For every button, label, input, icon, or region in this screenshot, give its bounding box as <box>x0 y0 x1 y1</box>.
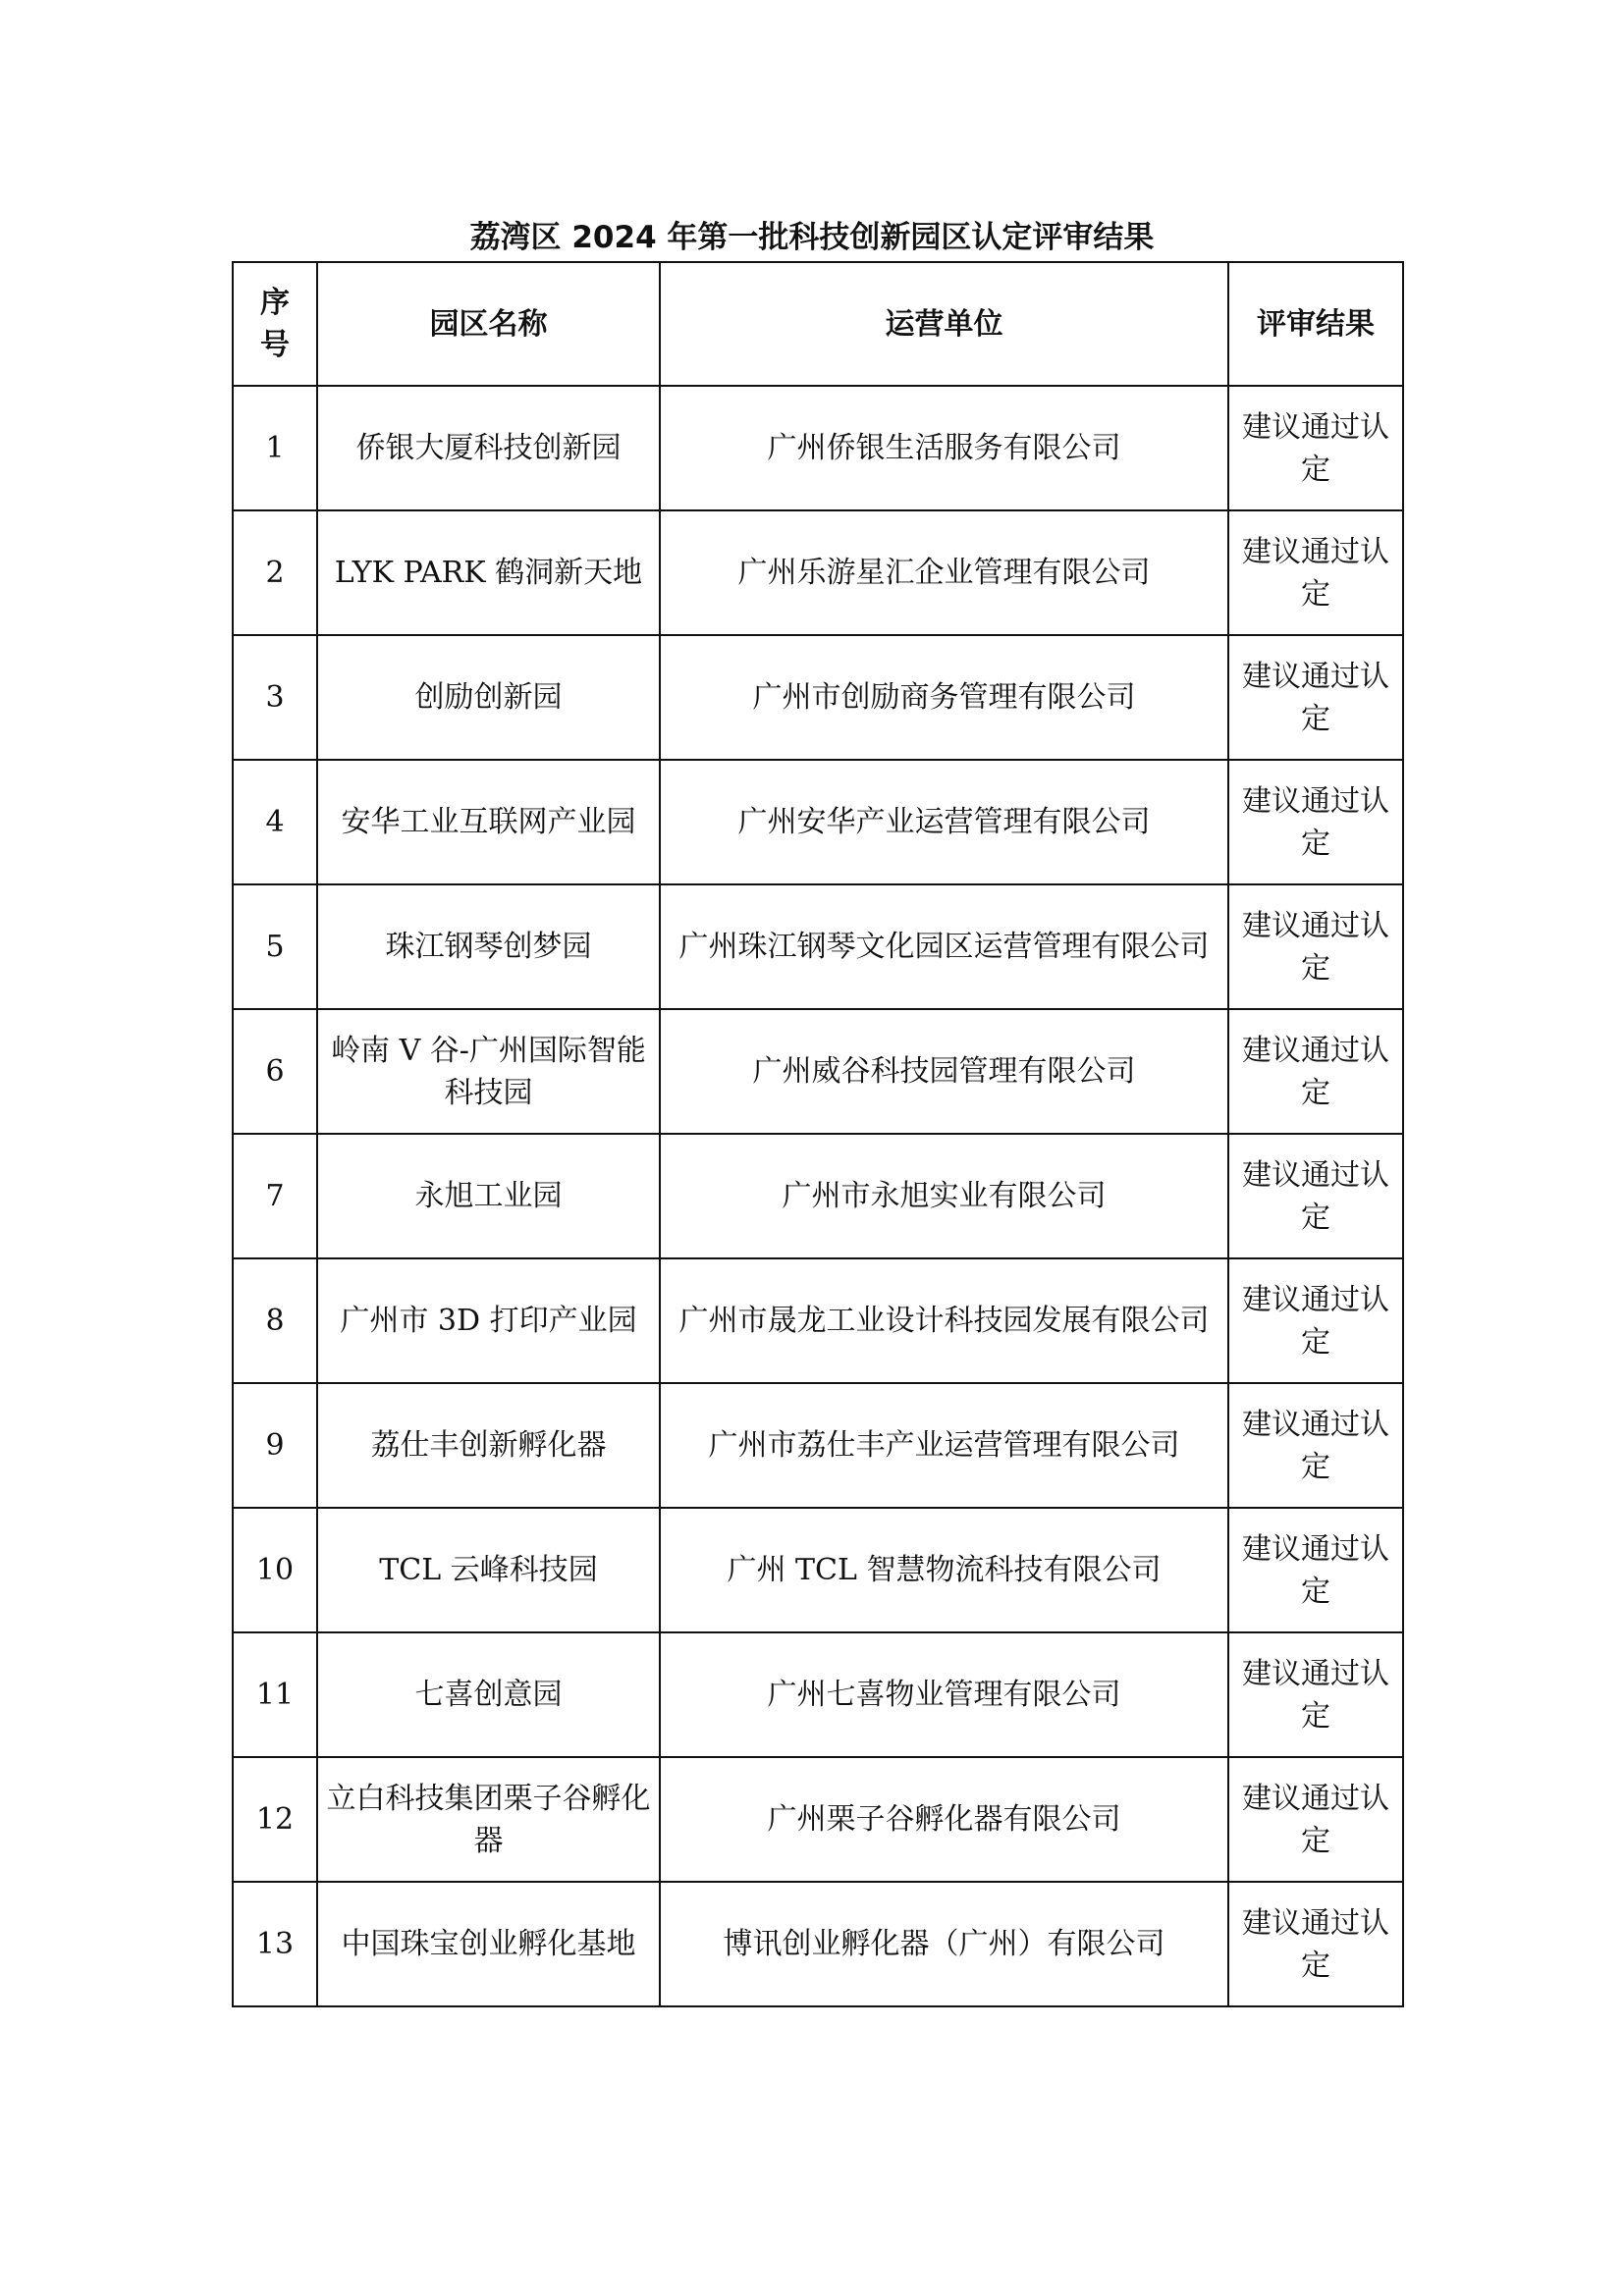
header-operator: 运营单位 <box>660 262 1228 386</box>
cell-operator: 广州侨银生活服务有限公司 <box>660 386 1228 510</box>
table-row <box>233 1383 1403 1508</box>
table-row <box>233 884 1403 1009</box>
cell-seq: 4 <box>233 760 317 884</box>
cell-result: 建议通过认定 <box>1228 1882 1403 2006</box>
table-header-row <box>233 262 1403 386</box>
cell-operator: 广州市晟龙工业设计科技园发展有限公司 <box>660 1258 1228 1383</box>
cell-park-name: 立白科技集团栗子谷孵化器 <box>317 1757 660 1882</box>
cell-result: 建议通过认定 <box>1228 1757 1403 1882</box>
cell-park-name: TCL 云峰科技园 <box>317 1508 660 1632</box>
header-seq <box>233 262 317 386</box>
results-table <box>232 261 1404 2007</box>
table-row <box>233 1632 1403 1757</box>
cell-operator: 广州珠江钢琴文化园区运营管理有限公司 <box>660 884 1228 1009</box>
table-row <box>233 1258 1403 1383</box>
cell-operator: 广州安华产业运营管理有限公司 <box>660 760 1228 884</box>
cell-result: 建议通过认定 <box>1228 1632 1403 1757</box>
cell-park-name: 岭南 V 谷-广州国际智能科技园 <box>317 1009 660 1134</box>
cell-seq: 8 <box>233 1258 317 1383</box>
cell-operator: 广州 TCL 智慧物流科技有限公司 <box>660 1508 1228 1632</box>
cell-seq: 12 <box>233 1757 317 1882</box>
header-seq-line2: 号 <box>260 328 290 362</box>
cell-park-name: 侨银大厦科技创新园 <box>317 386 660 510</box>
cell-result: 建议通过认定 <box>1228 1009 1403 1134</box>
table-row <box>233 1882 1403 2006</box>
cell-operator: 广州市永旭实业有限公司 <box>660 1134 1228 1258</box>
table-row <box>233 1009 1403 1134</box>
cell-park-name: LYK PARK 鹤洞新天地 <box>317 510 660 635</box>
cell-result: 建议通过认定 <box>1228 1134 1403 1258</box>
table-row <box>233 635 1403 760</box>
cell-operator: 广州七喜物业管理有限公司 <box>660 1632 1228 1757</box>
cell-operator: 广州栗子谷孵化器有限公司 <box>660 1757 1228 1882</box>
cell-seq: 9 <box>233 1383 317 1508</box>
header-result: 评审结果 <box>1228 262 1403 386</box>
cell-seq: 2 <box>233 510 317 635</box>
cell-park-name: 永旭工业园 <box>317 1134 660 1258</box>
cell-seq: 3 <box>233 635 317 760</box>
cell-operator: 广州威谷科技园管理有限公司 <box>660 1009 1228 1134</box>
cell-seq: 13 <box>233 1882 317 2006</box>
cell-park-name: 七喜创意园 <box>317 1632 660 1757</box>
cell-seq: 11 <box>233 1632 317 1757</box>
document-title: 荔湾区 2024 年第一批科技创新园区认定评审结果 <box>469 220 1155 255</box>
cell-seq: 10 <box>233 1508 317 1632</box>
header-park-name: 园区名称 <box>317 262 660 386</box>
table-row <box>233 386 1403 510</box>
cell-operator: 广州乐游星汇企业管理有限公司 <box>660 510 1228 635</box>
cell-result: 建议通过认定 <box>1228 760 1403 884</box>
cell-park-name: 中国珠宝创业孵化基地 <box>317 1882 660 2006</box>
cell-park-name: 安华工业互联网产业园 <box>317 760 660 884</box>
table-row <box>233 1508 1403 1632</box>
cell-park-name: 创励创新园 <box>317 635 660 760</box>
cell-seq: 1 <box>233 386 317 510</box>
cell-result: 建议通过认定 <box>1228 510 1403 635</box>
cell-result: 建议通过认定 <box>1228 386 1403 510</box>
cell-result: 建议通过认定 <box>1228 1258 1403 1383</box>
table-row <box>233 510 1403 635</box>
table-row <box>233 1134 1403 1258</box>
cell-result: 建议通过认定 <box>1228 1508 1403 1632</box>
cell-seq: 5 <box>233 884 317 1009</box>
cell-result: 建议通过认定 <box>1228 884 1403 1009</box>
header-seq-line1: 序 <box>260 286 290 320</box>
cell-park-name: 广州市 3D 打印产业园 <box>317 1258 660 1383</box>
cell-operator: 广州市创励商务管理有限公司 <box>660 635 1228 760</box>
table-row <box>233 1757 1403 1882</box>
cell-result: 建议通过认定 <box>1228 1383 1403 1508</box>
table-row <box>233 760 1403 884</box>
cell-park-name: 珠江钢琴创梦园 <box>317 884 660 1009</box>
cell-seq: 7 <box>233 1134 317 1258</box>
cell-operator: 博讯创业孵化器（广州）有限公司 <box>660 1882 1228 2006</box>
cell-operator: 广州市荔仕丰产业运营管理有限公司 <box>660 1383 1228 1508</box>
cell-park-name: 荔仕丰创新孵化器 <box>317 1383 660 1508</box>
cell-result: 建议通过认定 <box>1228 635 1403 760</box>
cell-seq: 6 <box>233 1009 317 1134</box>
